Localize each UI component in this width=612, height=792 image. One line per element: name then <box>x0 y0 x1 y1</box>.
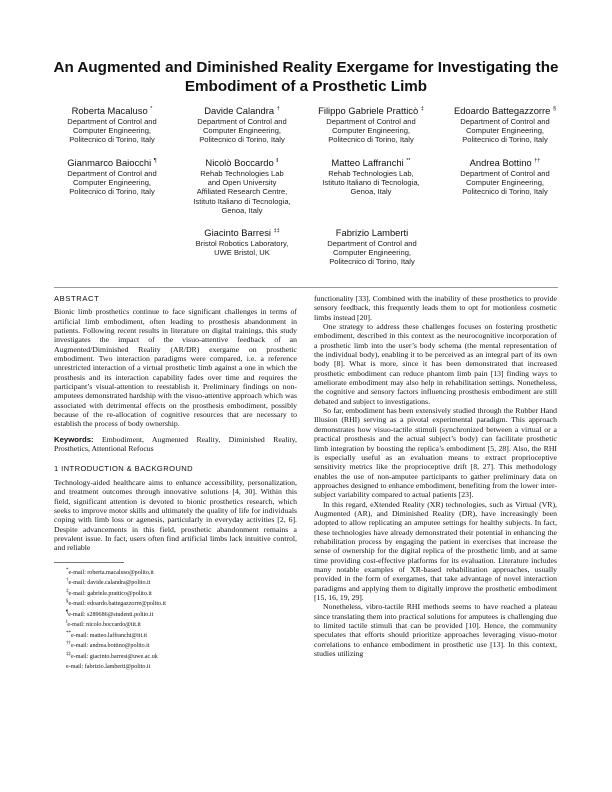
footnote: **e-mail: matteo.laffranchi@iit.it <box>66 630 148 639</box>
author-affiliation: Department of Control and Computer Engineering, Politecnico di Torino, Italy <box>327 238 417 267</box>
keywords <box>54 435 297 454</box>
author-affiliation: Department of Control and Computer Engineering, Politecnico di Torino, Italy <box>460 116 550 145</box>
author-name: Filippo Gabriele Pratticò ‡ <box>318 105 424 117</box>
abstract-heading: ABSTRACT <box>54 294 100 303</box>
author-block <box>52 104 172 145</box>
footnote: e-mail: fabrizio.lamberti@polito.it <box>66 664 151 671</box>
abstract-text: Bionic limb prosthetics continue to face significant challenges in terms of artificial limb embodiment, often leading to prosthesis abandonment in patients. Following recent results in literature on digital trainings, this study investigates the impact of the visuo-attentive feedback of an Augmented/Diminished Reality (AR/DR) exergame on prosthetic embodiment. Two interaction paradigms were compared, i.e. a reference unrestricted interaction of a virtual prosthetic limb against a one in which the prosthesis and its interaction capability fades over time and requires the participant’s visual-attention to reestablish it. Preliminary findings on non-amputees demonstrated hardship with the visuo-attentive approach which was associated with detrimental effects on the prosthesis embodiment, possibly because of the re-allocation of cognitive resources that are necessary to establish the process of body ownership. <box>54 307 297 429</box>
author-name: Gianmarco Baiocchi ¶ <box>67 157 157 169</box>
author-block <box>306 156 436 197</box>
footnote: ‡‡e-mail: giacinto.barresi@uwe.ac.uk <box>66 651 158 660</box>
footnote: ††e-mail: andrea.bottino@polito.it <box>66 641 150 650</box>
author-block <box>440 156 570 197</box>
author-name: Giacinto Barresi ‡‡ <box>204 227 280 239</box>
author-block <box>180 226 304 257</box>
author-name: Matteo Laffranchi ** <box>331 157 411 169</box>
header-divider <box>54 287 558 288</box>
body-paragraph: functionality [33]. Combined with the inability of these prosthetics to provide sensory feedback, this frequently leads them to opt for motionless cosmetic limbs instead [20]. <box>314 294 557 322</box>
footnote: ¶e-mail: s289686@studenti.polito.it <box>66 609 154 618</box>
author-block <box>440 104 570 145</box>
author-affiliation: Rehab Technologies Lab and Open University Affiliated Research Centre, Istituto Italiano di Tecnologia, Genoa, Italy <box>193 168 291 216</box>
author-affiliation: Department of Control and Computer Engineering, Politecnico di Torino, Italy <box>197 116 287 145</box>
intro-paragraph: Technology-aided healthcare aims to enhance accessibility, personalization, and treatment outcomes through innovative solutions [4, 30]. Within this field, significant attention is devoted to bionic prosthetics research, which seeks to improve motor skills and ultimately the quality of life for individuals coping with limb loss or agenesis, particularly in everyday activities [2, 6]. Despite advancements in this field, prosthetic abandonment remains a prevalent issue. In fact, users often find artificial limbs lack intuitive control, and reliable <box>54 477 297 553</box>
footnote: ‖e-mail: nicolo.boccardo@iit.it <box>66 620 141 629</box>
body-paragraph: Nonetheless, vibro-tactile RHI methods seems to have reached a plateau since translating them into practical solutions for amputees is challenging due to limited tactile stimuli that can be provided [10]. Hence, the community speculates that efforts should prioritize approaches leveraging visuo-motor correlations to enhance embodiment in prosthetic use [13]. In this context, studies utilizing <box>314 602 557 659</box>
author-name: Fabrizio Lamberti <box>335 227 409 239</box>
author-block <box>180 156 304 216</box>
title-line-2: Embodiment of a Prosthetic Limb <box>184 78 428 95</box>
author-block <box>182 104 302 145</box>
left-column <box>54 294 297 672</box>
keywords-text: Embodiment, Augmented Reality, Diminished Reality, Prosthetics, Attentional Refocus <box>54 434 297 454</box>
author-affiliation: Rehab Technologies Lab, Istituto Italiano di Tecnologia, Genoa, Italy <box>322 168 420 197</box>
paper-title <box>50 58 562 96</box>
author-block <box>306 104 436 145</box>
author-block <box>52 156 172 197</box>
title-line-1: An Augmented and Diminished Reality Exergame for Investigating the <box>53 59 559 76</box>
author-block <box>310 226 434 267</box>
author-name: Andrea Bottino †† <box>469 157 541 169</box>
author-affiliation: Department of Control and Computer Engineering, Politecnico di Torino, Italy <box>326 116 416 145</box>
body-paragraph: One strategy to address these challenges focuses on fostering prosthetic embodiment, described in this context as the neurocognitive incorporation of a prosthetic limb into the user’s body schema (the mental representation of the individual body), enabling it to be perceived as an integral part of its own body [8]. What is more, since it has been demonstrated that increased prosthetic embodiment can reduce phantom limb pain [13] finding ways to ameliorate embodiment may also help in rehabilitation settings. Nonetheless, the cognitive and sensory factors influencing prosthesis embodiment are still debated and subject to investigations. <box>314 322 557 406</box>
author-name: Edoardo Battegazzorre § <box>453 105 557 117</box>
footnote: *e-mail: roberta.macaluso@polito.it <box>66 567 154 576</box>
footnote: ‡e-mail: gabriele.prattico@polito.it <box>66 588 152 597</box>
author-name: Nicolò Boccardo ‖ <box>205 157 279 169</box>
author-affiliation: Department of Control and Computer Engineering, Politecnico di Torino, Italy <box>67 116 157 145</box>
footnote-divider <box>54 562 124 563</box>
footnote: †e-mail: davide.calandra@polito.it <box>66 578 151 587</box>
right-column <box>314 294 557 658</box>
author-affiliation: Department of Control and Computer Engineering, Politecnico di Torino, Italy <box>67 168 157 197</box>
keywords-label: Keywords: <box>54 434 94 444</box>
author-affiliation: Bristol Robotics Laboratory, UWE Bristol, UK <box>195 238 289 258</box>
body-paragraph: So far, embodiment has been extensively studied through the Rubber Hand Illusion (RHI) serving as a pivotal experimental paradigm. This approach demonstrates how visuo-tactile stimuli (synchronized between a virtual or a practical prosthesis and the actual subject’s body) can facilitate prosthetic limb integration by boosting the replica’s embodiment [5, 28]. Also, the RHI is especially useful as an evaluation means to extract proprioceptive sensitivity metrics like the proprioceptive drift [8, 27]. This methodology enables the use of non-amputee participants to gather preliminary data on approaches designed to enhance embodiment, benefiting from the lower inter-subject variability compared to actual patients [23]. <box>314 406 557 500</box>
author-name: Roberta Macaluso * <box>71 105 153 117</box>
section-heading: 1 INTRODUCTION & BACKGROUND <box>54 463 194 473</box>
body-paragraph: In this regard, eXtended Reality (XR) technologies, such as Virtual (VR), Augmented (AR), and Diminished Reality (DR), have increasingly been adopted to allow replicating an amputee settings for healthy subjects. In fact, these technologies have already demonstrated their potential in enhancing the rehabilitation process by engaging the patient in exercises that increase the sense of ownership for the digital replica of the prosthetic limb, and at same time providing cost-effective platforms for its evaluation. Literature includes many notable examples of XR-based rehabilitation approaches, usually provided in the form of exergames, that take advantage of novel interaction paradigms and applying them to digitally improve the prosthetic embodiment [15, 16, 19, 29]. <box>314 499 557 602</box>
author-affiliation: Department of Control and Computer Engineering, Politecnico di Torino, Italy <box>460 168 550 197</box>
author-name: Davide Calandra † <box>204 105 280 117</box>
footnote: §e-mail: edoardo.battegazzorre@polito.it <box>66 599 166 608</box>
